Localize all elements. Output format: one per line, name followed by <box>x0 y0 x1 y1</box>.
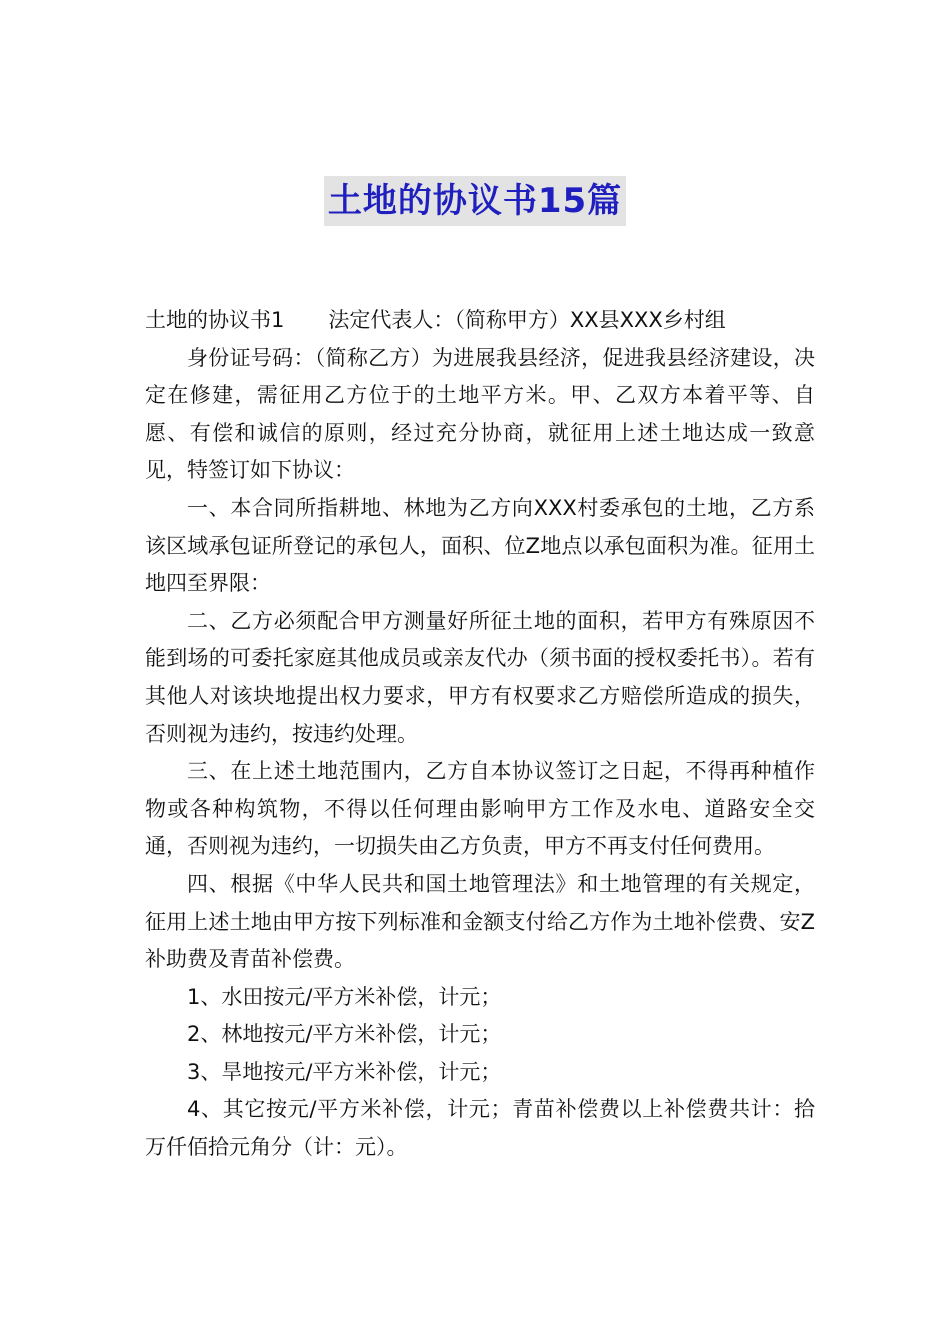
list-item-other: 4、其它按元/平方米补偿，计元；青苗补偿费以上补偿费共计：拾万仟佰拾元角分（计：元）。 <box>145 1097 815 1160</box>
list-item-dry-land: 3、旱地按元/平方米补偿，计元； <box>187 1059 502 1084</box>
paragraph-preamble: 身份证号码：（简称乙方）为进展我县经济，促进我县经济建设，决定在修建，需征用乙方位于的土地平方米。甲、乙双方本着平等、自愿、有偿和诚信的原则，经过充分协商，就征用上述土地达成一致意见，特签订如下协议： <box>145 345 815 483</box>
legal-representative-line: 法定代表人：（简称甲方）XX县XXX乡村组 <box>328 308 726 332</box>
document-body <box>145 302 815 1167</box>
document-title: 土地的协议书15篇 <box>324 176 626 226</box>
paragraph-clause-2: 二、乙方必须配合甲方测量好所征土地的面积，若甲方有殊原因不能到场的可委托家庭其他成员或亲友代办（须书面的授权委托书）。若有其他人对该块地提出权力要求，甲方有权要求乙方赔偿所造成的损失，否则视为违约，按违约处理。 <box>145 608 815 746</box>
list-item-forest-land: 2、林地按元/平方米补偿，计元； <box>187 1022 502 1047</box>
paragraph-clause-3: 三、在上述土地范围内，乙方自本协议签订之日起，不得再种植作物或各种构筑物，不得以任何理由影响甲方工作及水电、道路安全交通，否则视为违约，一切损失由乙方负责，甲方不再支付任何费用。 <box>145 759 815 859</box>
paragraph-clause-1: 一、本合同所指耕地、林地为乙方向XXX村委承包的土地，乙方系该区域承包证所登记的承包人，面积、位Z地点以承包面积为准。征用土地四至界限： <box>145 495 815 596</box>
title-container <box>0 176 950 226</box>
agreement-number: 土地的协议书1 <box>145 308 285 332</box>
list-item-paddy-field: 1、水田按元/平方米补偿，计元； <box>187 984 502 1009</box>
first-line <box>145 302 815 340</box>
paragraph-clause-4: 四、根据《中华人民共和国土地管理法》和土地管理的有关规定，征用上述土地由甲方按下列标准和金额支付给乙方作为土地补偿费、安Z补助费及青苗补偿费。 <box>145 871 815 972</box>
